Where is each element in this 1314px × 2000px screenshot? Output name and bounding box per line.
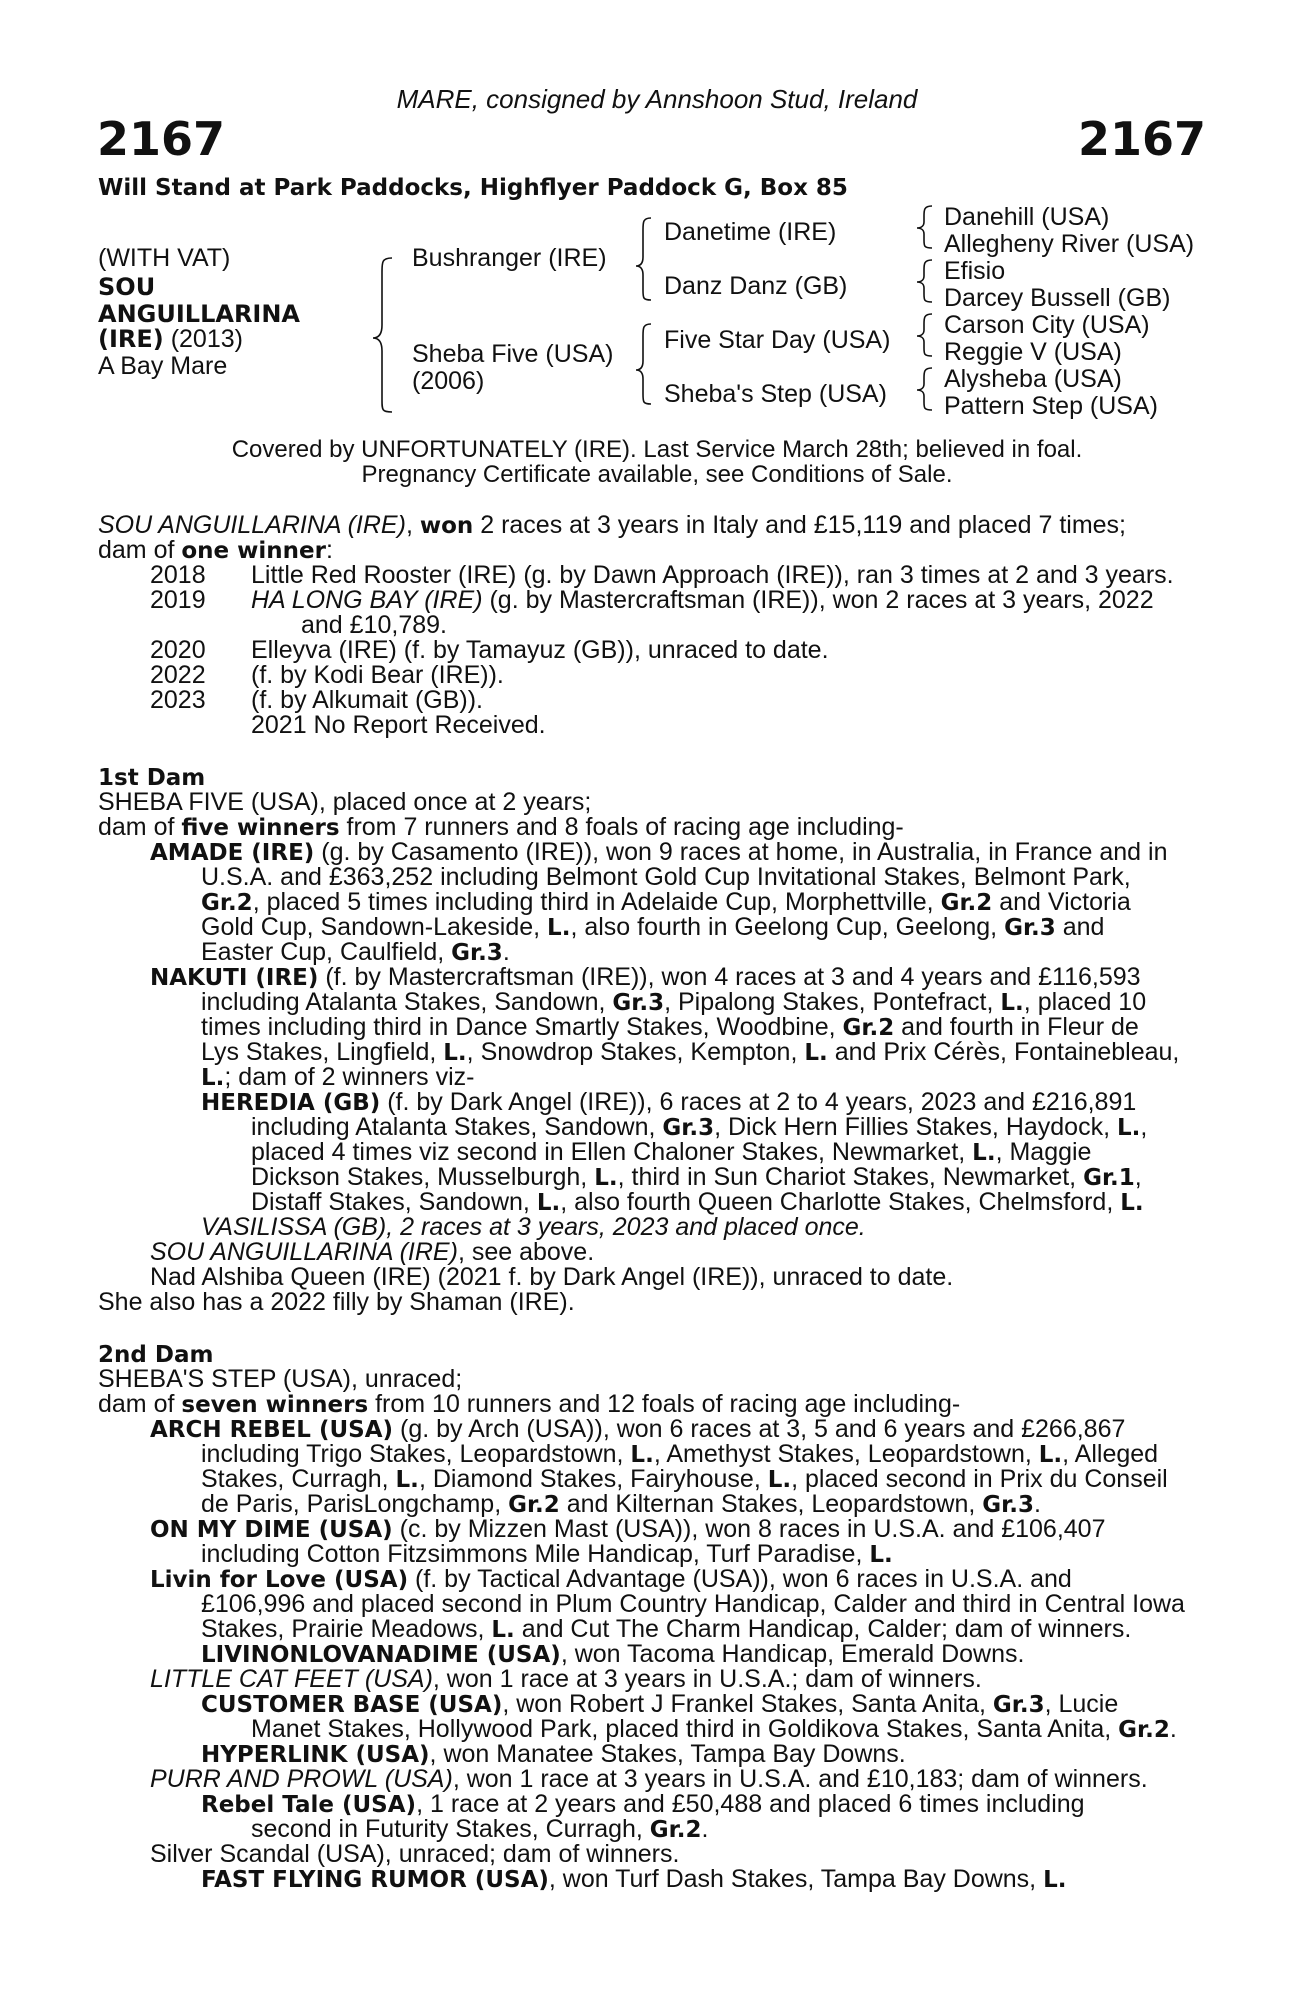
- produce-entry: (f. by Kodi Bear (IRE)).: [251, 661, 504, 689]
- pedigree-dds: Alysheba (USA): [944, 365, 1122, 393]
- produce-note: 2021 No Report Received.: [251, 711, 546, 739]
- horse-description: A Bay Mare: [98, 352, 228, 380]
- hyperlink-entry: HYPERLINK (USA), won Manatee Stakes, Tampa Bay Downs.: [201, 1740, 906, 1768]
- covered-line2: Pregnancy Certificate available, see Conditions of Sale.: [361, 461, 953, 488]
- arch-l4: de Paris, ParisLongchamp, Gr.2 and Kilternan Stakes, Leopardstown, Gr.3.: [201, 1490, 1041, 1518]
- produce-entry: HA LONG BAY (IRE) (g. by Mastercraftsman (IRE)), won 2 races at 3 years, 2022: [251, 586, 1154, 614]
- second-dam-line2: dam of seven winners from 10 runners and 12 foals of racing age including-: [98, 1390, 961, 1418]
- lot-number-left: 2167: [97, 112, 226, 166]
- dime-l2: including Cotton Fitzsimmons Mile Handicap, Turf Paradise, L.: [201, 1540, 893, 1568]
- pedigree-ssd: Allegheny River (USA): [944, 230, 1195, 258]
- lot-number-right: 2167: [1077, 112, 1206, 166]
- heredia-l4: Dickson Stakes, Musselburgh, L., third in Sun Chariot Stakes, Newmarket, Gr.1,: [251, 1163, 1142, 1191]
- customer-l1: CUSTOMER BASE (USA), won Robert J Frankel Stakes, Santa Anita, Gr.3, Lucie: [201, 1690, 1119, 1718]
- produce-entry: (f. by Alkumait (GB)).: [251, 686, 483, 714]
- pedigree-dam: Sheba Five (USA): [412, 340, 614, 368]
- fast-entry: FAST FLYING RUMOR (USA), won Turf Dash Stakes, Tampa Bay Downs, L.: [201, 1865, 1067, 1893]
- amade-l4: Gold Cup, Sandown-Lakeside, L., also fourth in Geelong Cup, Geelong, Gr.3 and: [201, 913, 1105, 941]
- pedigree-ddd: Pattern Step (USA): [944, 392, 1158, 420]
- silver-entry: Silver Scandal (USA), unraced; dam of winners.: [150, 1840, 680, 1868]
- heredia-l2: including Atalanta Stakes, Sandown, Gr.3, Dick Hern Fillies Stakes, Haydock, L.,: [251, 1113, 1148, 1141]
- pedigree-sire-dam: Danz Danz (GB): [664, 272, 848, 300]
- pedigree-dam-sire: Five Star Day (USA): [664, 326, 891, 354]
- vasilissa-entry: VASILISSA (GB), 2 races at 3 years, 2023 and placed once.: [201, 1213, 866, 1241]
- first-dam-line1: SHEBA FIVE (USA), placed once at 2 years;: [98, 788, 592, 816]
- livinon-entry: LIVINONLOVANADIME (USA), won Tacoma Handicap, Emerald Downs.: [201, 1640, 1025, 1668]
- vat-label: (WITH VAT): [98, 244, 231, 272]
- rebel-l2: second in Futurity Stakes, Curragh, Gr.2.: [251, 1815, 709, 1843]
- nakuti-l2: including Atalanta Stakes, Sandown, Gr.3, Pipalong Stakes, Pontefract, L., placed 10: [201, 988, 1147, 1016]
- amade-l5: Easter Cup, Caulfield, Gr.3.: [201, 938, 510, 966]
- stand-location: Will Stand at Park Paddocks, Highflyer Paddock G, Box 85: [98, 175, 848, 201]
- horse-name-line3: (IRE) (2013): [98, 325, 243, 353]
- heredia-l5: Distaff Stakes, Sandown, L., also fourth Queen Charlotte Stakes, Chelmsford, L.: [251, 1188, 1144, 1216]
- produce-year: 2019: [150, 586, 206, 614]
- pedigree-dam-dam: Sheba's Step (USA): [664, 380, 887, 408]
- amade-l2: U.S.A. and £363,252 including Belmont Gold Cup Invitational Stakes, Belmont Park,: [201, 863, 1131, 891]
- first-dam-line2: dam of five winners from 7 runners and 8 foals of racing age including-: [98, 813, 904, 841]
- livin-l2: £106,996 and placed second in Plum Country Handicap, Calder and third in Central Iowa: [201, 1590, 1185, 1618]
- second-dam-heading: 2nd Dam: [98, 1342, 214, 1368]
- pedigree-sdd: Darcey Bussell (GB): [944, 284, 1171, 312]
- arch-l2: including Trigo Stakes, Leopardstown, L., Amethyst Stakes, Leopardstown, L., Alleged: [201, 1440, 1159, 1468]
- heredia-l3: placed 4 times viz second in Ellen Chaloner Stakes, Newmarket, L., Maggie: [251, 1138, 1092, 1166]
- horse-name-line1: SOU: [98, 273, 156, 301]
- produce-entry-cont: and £10,789.: [301, 611, 447, 639]
- heredia-l1: HEREDIA (GB) (f. by Dark Angel (IRE)), 6 races at 2 to 4 years, 2023 and £216,891: [201, 1088, 1137, 1116]
- mare-dam-of: dam of one winner:: [98, 536, 333, 564]
- arch-l3: Stakes, Curragh, L., Diamond Stakes, Fairyhouse, L., placed second in Prix du Conseil: [201, 1465, 1168, 1493]
- nakuti-l5: L.; dam of 2 winners viz-: [201, 1063, 475, 1091]
- pedigree-sds: Efisio: [944, 257, 1006, 285]
- second-dam-line1: SHEBA'S STEP (USA), unraced;: [98, 1365, 463, 1393]
- produce-year: 2020: [150, 636, 206, 664]
- pedigree-sire-sire: Danetime (IRE): [664, 218, 837, 246]
- sou-entry: SOU ANGUILLARINA (IRE), see above.: [150, 1238, 595, 1266]
- nakuti-l1: NAKUTI (IRE) (f. by Mastercraftsman (IRE)), won 4 races at 3 and 4 years and £116,593: [150, 963, 1141, 991]
- pedigree-dsd: Reggie V (USA): [944, 338, 1122, 366]
- nakuti-l4: Lys Stakes, Lingfield, L., Snowdrop Stakes, Kempton, L. and Prix Cérès, Fontainebleau,: [201, 1038, 1180, 1066]
- produce-entry: Elleyva (IRE) (f. by Tamayuz (GB)), unraced to date.: [251, 636, 829, 664]
- mare-intro: SOU ANGUILLARINA (IRE), won 2 races at 3 years in Italy and £15,119 and placed 7 times;: [98, 511, 1126, 539]
- produce-year: 2022: [150, 661, 206, 689]
- purr-entry: PURR AND PROWL (USA), won 1 race at 3 years in U.S.A. and £10,183; dam of winners.: [150, 1765, 1148, 1793]
- produce-entry: Little Red Rooster (IRE) (g. by Dawn Approach (IRE)), ran 3 times at 2 and 3 years.: [251, 561, 1174, 589]
- livin-l1: Livin for Love (USA) (f. by Tactical Advantage (USA)), won 6 races in U.S.A. and: [150, 1565, 1072, 1593]
- amade-l1: AMADE (IRE) (g. by Casamento (IRE)), won 9 races at home, in Australia, in France and in: [150, 838, 1168, 866]
- covered-line1: Covered by UNFORTUNATELY (IRE). Last Service March 28th; believed in foal.: [231, 436, 1083, 463]
- produce-year: 2018: [150, 561, 206, 589]
- pedigree-sss: Danehill (USA): [944, 203, 1110, 231]
- dime-l1: ON MY DIME (USA) (c. by Mizzen Mast (USA)), won 8 races in U.S.A. and £106,407: [150, 1515, 1106, 1543]
- livin-l3: Stakes, Prairie Meadows, L. and Cut The Charm Handicap, Calder; dam of winners.: [201, 1615, 1132, 1643]
- arch-l1: ARCH REBEL (USA) (g. by Arch (USA)), won 6 races at 3, 5 and 6 years and £266,867: [150, 1415, 1126, 1443]
- pedigree-dam-year: (2006): [412, 367, 485, 395]
- cat-entry: LITTLE CAT FEET (USA), won 1 race at 3 years in U.S.A.; dam of winners.: [150, 1665, 982, 1693]
- pedigree-sire: Bushranger (IRE): [412, 244, 607, 272]
- produce-year: 2023: [150, 686, 206, 714]
- rebel-l1: Rebel Tale (USA), 1 race at 2 years and £50,488 and placed 6 times including: [201, 1790, 1085, 1818]
- horse-name-line2: ANGUILLARINA: [98, 300, 301, 328]
- first-dam-also: She also has a 2022 filly by Shaman (IRE).: [98, 1288, 575, 1316]
- amade-l3: Gr.2, placed 5 times including third in Adelaide Cup, Morphettville, Gr.2 and Victoria: [201, 888, 1131, 916]
- first-dam-heading: 1st Dam: [98, 765, 206, 791]
- nakuti-l3: times including third in Dance Smartly Stakes, Woodbine, Gr.2 and fourth in Fleur de: [201, 1013, 1139, 1041]
- consignor-line: MARE, consigned by Annshoon Stud, Ireland: [396, 84, 918, 114]
- pedigree-dss: Carson City (USA): [944, 311, 1150, 339]
- nad-entry: Nad Alshiba Queen (IRE) (2021 f. by Dark Angel (IRE)), unraced to date.: [150, 1263, 954, 1291]
- customer-l2: Manet Stakes, Hollywood Park, placed third in Goldikova Stakes, Santa Anita, Gr.2.: [251, 1715, 1177, 1743]
